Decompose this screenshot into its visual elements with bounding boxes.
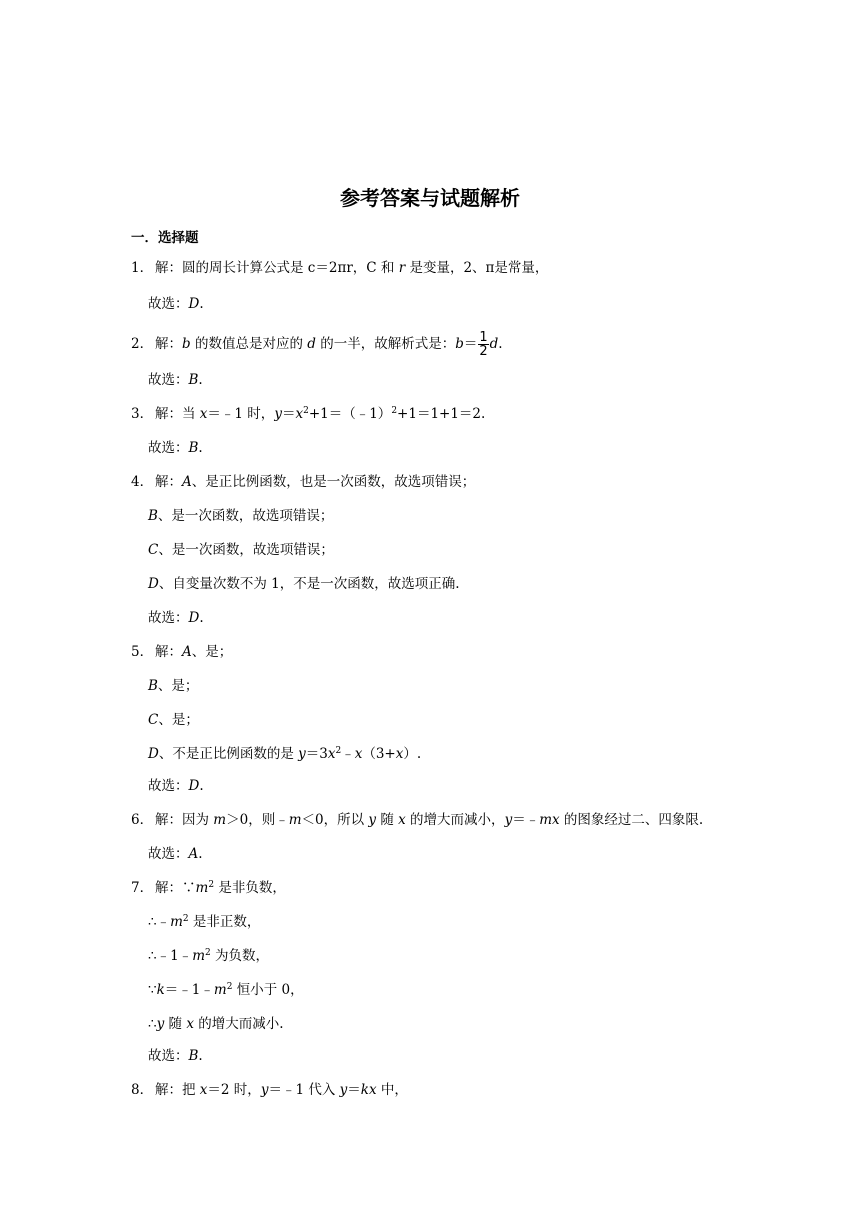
exponent: 2 [226,982,233,992]
text: 、是； [157,678,199,694]
var: k [156,982,165,998]
exponent: 2 [335,746,342,756]
text: . [199,610,204,626]
text: 中， [376,1082,408,1098]
text: ﹣ [341,746,355,762]
answer-7-line [148,981,304,999]
option-letter: D [148,746,159,762]
text: （3+ [362,746,396,762]
text: 故选： [148,846,189,862]
text: . [198,846,203,862]
var: d [307,336,316,352]
var: b [455,336,464,352]
text: 解：∵ [155,880,196,896]
exponent: 2 [391,406,398,416]
var: y [156,1016,165,1032]
var: m [213,812,227,828]
var: m [288,812,302,828]
text: ∴﹣ [148,914,171,930]
text: ＞0，则﹣ [226,812,289,828]
text: ＝ [281,406,296,422]
var: y [368,812,377,828]
answer-2 [131,331,503,358]
text: 故选： [148,1048,189,1064]
answer-1-choice [148,295,204,313]
text: ＝ [463,336,478,352]
var: m [170,914,183,930]
text: 故选： [148,372,189,388]
answer-3 [131,405,485,423]
text: 的增大而减小， [405,812,505,828]
text: +1＝1+1＝2. [397,406,486,422]
exponent: 2 [205,948,211,958]
section-heading: 一．选择题 [131,230,199,246]
answer-5-choice [148,777,204,795]
question-number: 3． [131,406,154,422]
text: 、是一次函数，故选项错误； [158,542,334,558]
answer-6 [131,811,703,829]
answer-4 [131,473,475,491]
answer-7-line [148,1015,284,1033]
text: ＜0，所以 [301,812,369,828]
text: 故选： [148,296,189,312]
text: 、是正比例函数，也是一次函数，故选项错误； [191,474,476,490]
answer-4-line [148,575,460,593]
text: 故选： [148,440,189,456]
text: 的数值总是对应的 [190,336,308,352]
text: 是非负数， [214,880,286,896]
question-number: 2． [131,336,154,352]
var: y [260,1082,269,1098]
text: ＝2 时， [207,1082,261,1098]
answer-4-choice [148,609,204,627]
var: m [195,880,209,896]
question-number: 6． [131,812,154,828]
text: 解：当 [155,406,200,422]
option-letter: C [148,542,159,558]
text: 解：把 [155,1082,200,1098]
text: 、自变量次数不为 1，不是一次函数，故选项正确. [158,576,460,592]
question-number: 7． [131,880,154,896]
answer-4-line [148,541,334,559]
var: m [192,948,205,964]
question-number: 4． [131,474,154,490]
text: 解：圆的周长计算公式是 c＝2πr，C 和 [155,260,399,276]
option-letter: A [182,474,192,490]
text: 随 [376,812,399,828]
text: 、是； [191,644,233,660]
var: x [295,406,304,422]
text: ＝3 [305,746,328,762]
text: . [199,778,204,794]
text: 为负数， [210,948,270,964]
answer-7-line [148,947,269,965]
text: . [198,372,203,388]
text: 、是一次函数，故选项错误； [157,508,334,524]
fraction [478,331,488,358]
text: 恒小于 0， [232,982,304,998]
exponent: 2 [303,406,309,416]
answer-6-choice [148,845,203,863]
text: ＝ [347,1082,361,1098]
choice: B [188,1048,199,1064]
text: 解：因为 [155,812,214,828]
answer-1 [131,259,548,277]
text: 解： [155,474,182,490]
var: x [186,1016,194,1032]
answer-8 [131,1081,408,1099]
choice: B [188,372,199,388]
var: x [327,746,336,762]
text: 、不是正比例函数的是 [158,746,299,762]
option-letter: D [148,576,159,592]
text: 的图象经过二、四象限. [559,812,704,828]
option-letter: A [182,644,192,660]
var: y [504,812,513,828]
text: 、是； [158,712,199,728]
text: 解： [155,336,182,352]
answer-5-line [148,711,199,729]
option-letter: C [148,712,159,728]
answer-5 [131,643,232,661]
option-letter: B [148,678,158,694]
text: 随 [164,1016,187,1032]
choice: A [188,846,199,862]
choice: D [188,296,200,312]
exponent: 2 [182,914,189,924]
text: 的增大而减小. [193,1016,284,1032]
question-number: 1． [131,260,154,276]
numerator: 1 [479,330,488,345]
var: m [213,982,227,998]
var: r [398,260,406,276]
text: ∵ [148,982,157,998]
answer-4-line [148,507,333,525]
var: x [199,406,208,422]
text: . [198,1048,203,1064]
text: 的一半，故解析式是： [315,336,456,352]
text: +1＝（﹣1） [308,406,392,422]
answer-5-line [148,677,198,695]
page-title: 参考答案与试题解析 [340,186,520,210]
var: kx [360,1082,377,1098]
var: x [199,1082,208,1098]
text: ＝﹣ [512,812,540,828]
answer-3-choice [148,439,203,457]
text: ＝﹣1 时， [207,406,275,422]
text: ＝﹣1﹣ [164,982,214,998]
choice: D [188,778,200,794]
answer-5-line [148,745,421,763]
answer-7-choice [148,1047,203,1065]
text: 解： [155,644,182,660]
choice: B [188,440,199,456]
var: d [489,336,499,352]
exponent: 2 [208,880,215,890]
answer-2-choice [148,371,203,389]
answer-7 [131,879,286,897]
var: x [398,812,406,828]
question-number: 5． [131,644,154,660]
text: 是变量，2、π是常量， [405,260,549,276]
answer-7-line [148,913,260,931]
var: mx [539,812,560,828]
text: 是非正数， [188,914,261,930]
var: b [182,336,191,352]
option-letter: B [148,508,158,524]
var: x [354,746,363,762]
text: . [199,296,204,312]
text: ∴﹣1﹣ [148,948,193,964]
text: . [198,440,203,456]
text: ）. [403,746,422,762]
text: ＝﹣1 代入 [268,1082,340,1098]
var: y [298,746,306,762]
text: ∴ [148,1016,157,1032]
text: 故选： [148,610,189,626]
question-number: 8． [131,1082,154,1098]
var: y [274,406,282,422]
choice: D [188,610,200,626]
var: x [395,746,404,762]
text: 故选： [148,778,189,794]
var: y [339,1082,348,1098]
text: . [498,336,503,352]
denominator: 2 [479,344,488,359]
